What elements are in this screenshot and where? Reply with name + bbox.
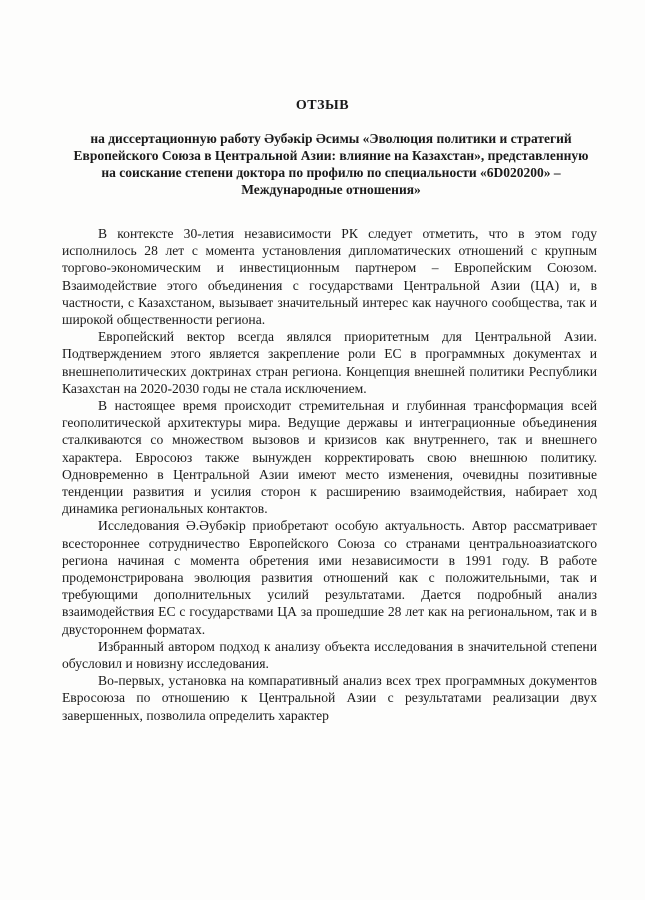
document-body: [62, 225, 597, 724]
paragraph: В контексте 30-летия независимости РК следует отметить, что в этом году исполнилось 28 лет с момента установления дипломатических отношений с крупным торгово-экономическим и инвестиционным партнером – Европейским Союзом. Взаимодействие этого объединения с государствами Центральной Азии (ЦА) и, в частности, с Казахстаном, вызывает значительный интерес как научного сообщества, так и широкой общественности региона.: [62, 226, 597, 328]
paragraph: Избранный автором подход к анализу объекта исследования в значительной степени обусловил и новизну исследования.: [62, 638, 597, 672]
paragraph: Европейский вектор всегда являлся приоритетным для Центральной Азии. Подтверждением этого является закрепление роли ЕС в программных документах и внешнеполитических доктринах стран региона. Концепция внешней политики Республики Казахстан на 2020-2030 годы не стала исключением.: [62, 329, 597, 396]
document-subtitle: на диссертационную работу Әубәкір Әсимы «Эволюция политики и стратегий Европейского Союза в Центральной Азии: влияние на Казахстан», представленную на соискание степени доктора по профилю по специальности «6D020200» – Международные отношения»: [73, 131, 589, 197]
paragraph: Во-первых, установка на компаративный анализ всех трех программных документов Евросоюза по отношению к Центральной Азии с результатами реализации двух завершенных, позволила определить характер: [62, 673, 597, 723]
document-title: ОТЗЫВ: [295, 98, 350, 113]
paragraph: В настоящее время происходит стремительная и глубинная трансформация всей геополитической архитектуры мира. Ведущие державы и интеграционные объединения сталкиваются со множеством вызовов и кризисов как внутреннего, так и внешнего характера. Евросоюз также вынужден корректировать свою внешнюю политику. Одновременно в Центральной Азии имеют место изменения, очевидны позитивные тенденции развития и усилия сторон к расширению взаимодействия, набирает ход динамика региональных контактов.: [62, 398, 597, 517]
paragraph: Исследования Ә.Әубәкір приобретают особую актуальность. Автор рассматривает всестороннее сотрудничество Европейского Союза со странами центральноазиатского региона начиная с момента обретения ими независимости в 1991 году. В работе продемонстрирована эволюция развития отношений как с положительными, так и требующими дополнительных усилий результатами. Дается подробный анализ взаимодействия ЕС с государствами ЦА за прошедшие 28 лет как на региональном, так и в двустороннем форматах.: [62, 518, 597, 637]
